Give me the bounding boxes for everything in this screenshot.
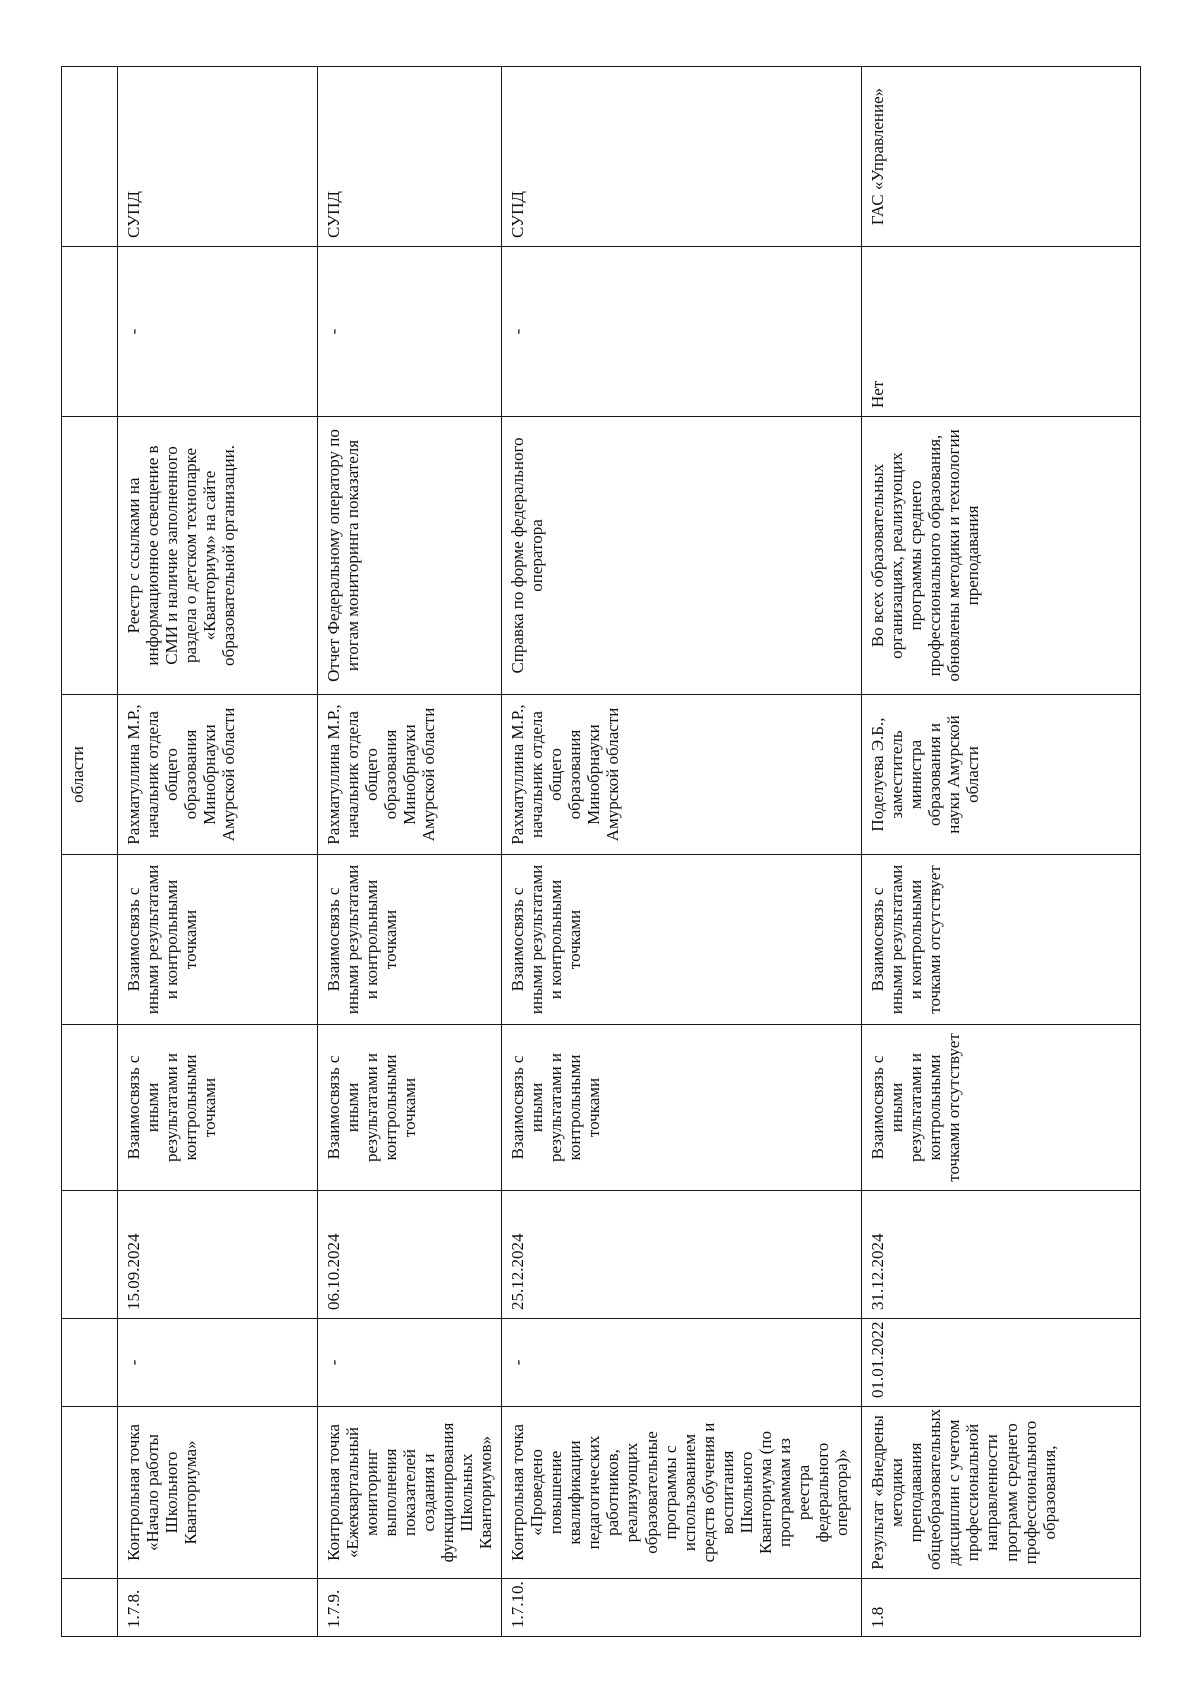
row-responsible: Рахматуллина М.Р., начальник отдела общего образования Минобрнауки Амурской области <box>318 695 502 855</box>
cont-cell-name <box>62 1407 118 1579</box>
row-predecessor: Взаимосвязь с иными результатами и контрольными точками <box>502 1025 862 1191</box>
row-end-date: 06.10.2024 <box>318 1191 502 1319</box>
cont-cell-responsible: области <box>62 695 118 855</box>
row-system: СУПД <box>318 67 502 247</box>
row-level: - <box>502 247 862 417</box>
row-system: ГАС «Управление» <box>862 67 1141 247</box>
row-start-date: - <box>118 1319 318 1407</box>
table-row <box>118 67 318 1637</box>
row-responsible: Рахматуллина М.Р., начальник отдела общего образования Минобрнауки Амурской области <box>502 695 862 855</box>
row-system: СУПД <box>118 67 318 247</box>
cont-cell-start <box>62 1319 118 1407</box>
row-level: - <box>118 247 318 417</box>
row-name: Контрольная точка «Ежеквартальный мониторинг выполнения показателей создания и функционирования Школьных Кванториумов» <box>318 1407 502 1579</box>
row-document: Справка по форме федерального оператора <box>502 417 862 695</box>
table-row <box>862 67 1141 1637</box>
row-successor: Взаимосвязь с иными результатами и контрольными точками <box>502 855 862 1025</box>
row-end-date: 25.12.2024 <box>502 1191 862 1319</box>
row-predecessor: Взаимосвязь с иными результатами и контрольными точками <box>118 1025 318 1191</box>
row-successor: Взаимосвязь с иными результатами и контрольными точками отсутствует <box>862 855 1141 1025</box>
row-number: 1.7.9. <box>318 1579 502 1637</box>
row-responsible: Рахматуллина М.Р., начальник отдела общего образования Минобрнауки Амурской области <box>118 695 318 855</box>
project-plan-table <box>61 66 1141 1637</box>
row-end-date: 31.12.2024 <box>862 1191 1141 1319</box>
row-level: - <box>318 247 502 417</box>
cont-cell-end <box>62 1191 118 1319</box>
row-name: Контрольная точка «Начало работы Школьного Кванториума» <box>118 1407 318 1579</box>
row-document: Во всех образовательных организациях, реализующих программы среднего профессионального образования, обновлены методики и технологии преподавания <box>862 417 1141 695</box>
row-system: СУПД <box>502 67 862 247</box>
row-start-date: - <box>318 1319 502 1407</box>
cont-cell-document <box>62 417 118 695</box>
cont-cell-system <box>62 67 118 247</box>
table-row <box>318 67 502 1637</box>
cont-cell-pred <box>62 1025 118 1191</box>
row-end-date: 15.09.2024 <box>118 1191 318 1319</box>
row-responsible: Поделуева Э.Б., заместитель министра образования и науки Амурской области <box>862 695 1141 855</box>
row-document: Реестр с ссылками на информационное освещение в СМИ и наличие заполненного раздела о детском технопарке «Кванториум» на сайте образовательной организации. <box>118 417 318 695</box>
table-row <box>502 67 862 1637</box>
cont-cell-succ <box>62 855 118 1025</box>
row-predecessor: Взаимосвязь с иными результатами и контрольными точками отсутствует <box>862 1025 1141 1191</box>
rotated-document-page <box>61 67 1141 1637</box>
row-number: 1.8 <box>862 1579 1141 1637</box>
row-predecessor: Взаимосвязь с иными результатами и контрольными точками <box>318 1025 502 1191</box>
row-successor: Взаимосвязь с иными результатами и контрольными точками <box>318 855 502 1025</box>
row-name: Результат «Внедрены методики преподавания общеобразовательных дисциплин с учетом профессиональной направленности программ среднего профессионального образования, <box>862 1407 1141 1579</box>
row-start-date: - <box>502 1319 862 1407</box>
row-level: Нет <box>862 247 1141 417</box>
continuation-header-row <box>62 67 118 1637</box>
row-successor: Взаимосвязь с иными результатами и контрольными точками <box>118 855 318 1025</box>
row-start-date: 01.01.2022 <box>862 1319 1141 1407</box>
row-number: 1.7.10. <box>502 1579 862 1637</box>
cont-cell-level <box>62 247 118 417</box>
cont-cell-num <box>62 1579 118 1637</box>
row-name: Контрольная точка «Проведено повышение квалификации педагогических работников, реализующих образовательные программы с использованием средств обучения и воспитания Школьного Кванториума (по программам из реестра федерального оператора)» <box>502 1407 862 1579</box>
row-number: 1.7.8. <box>118 1579 318 1637</box>
row-document: Отчет Федеральному оператору по итогам мониторинга показателя <box>318 417 502 695</box>
